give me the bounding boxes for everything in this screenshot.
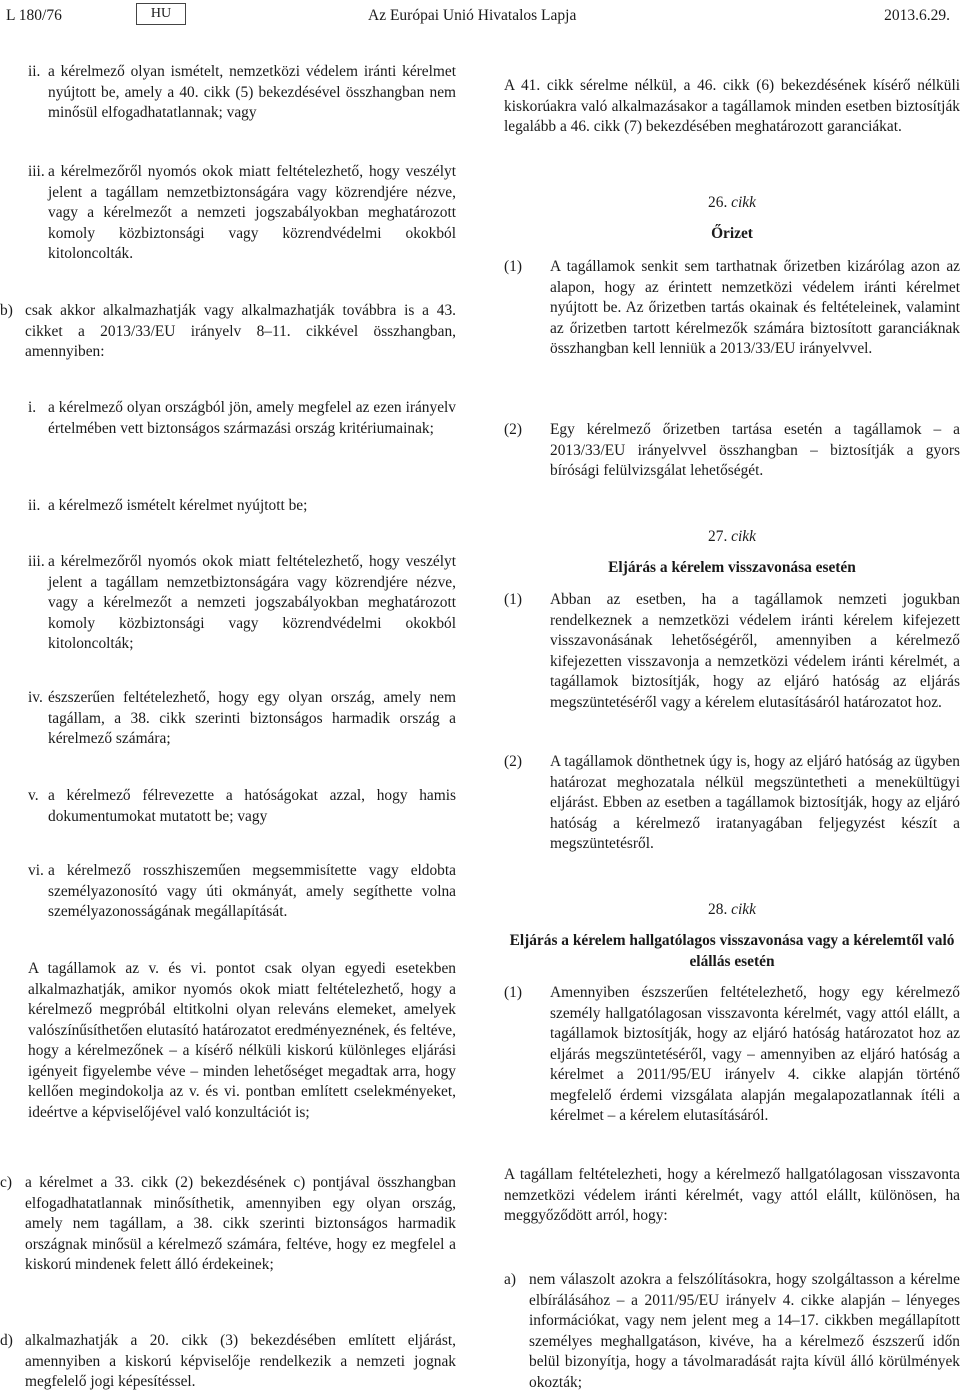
point-ii-a [28, 62, 456, 124]
point-text: a kérelmezőről nyomós okok miatt feltételezhető, hogy veszélyt jelent a tagállam nemzetbiztonságára vagy közrendjére nézve, vagy a kérelmezőt a nemzeti jogszabályokban meghatározott komoly közbiztonsági vagy közrendvédelmi okokból kitoloncolták; [48, 553, 456, 652]
page-reference: L 180/76 [6, 7, 62, 24]
point-text: a kérelmező félrevezette a hatóságokat azzal, hogy hamis dokumentumokat mutatott be; vagy [48, 787, 456, 825]
point-label: vi. [28, 862, 44, 879]
point-text: csak akkor alkalmazhatják vagy alkalmazhatják továbbra is a 43. cikket a 2013/33/EU irányelv 8–11. cikkével összhangban, amennyiben: [25, 302, 456, 360]
article-26-title: Őrizet [711, 225, 753, 242]
intro-paragraph: A 41. cikk sérelme nélkül, a 46. cikk (6) bekezdésének kísérő nélküli kiskorúakra való alkalmazásakor a tagállamok minden esetben biztosítják legalább a 46. cikk (7) bekezdésében meghatározott garanciákat. [504, 77, 960, 135]
point-text: a kérelmező olyan országból jön, amely megfelel az ezen irányelv értelmében vett biztonságos származási ország kritériumainak; [48, 399, 456, 437]
language-badge: HU [136, 3, 186, 25]
point-text: a kérelmezőről nyomós okok miatt feltételezhető, hogy veszélyt jelent a tagállam nemzetbiztonságára vagy közrendjére nézve, vagy a kérelmezőt a nemzeti jogszabályokban meghatározott komoly közbiztonsági vagy közrendvédelmi okokból kitoloncolták. [48, 163, 456, 262]
point-label: iii. [28, 553, 45, 570]
point-text: alkalmazhatják a 20. cikk (3) bekezdésében említett eljárást, amennyiben a kiskorú képviselője rendelkezik a nemzeti jognak megfelelő jogi képesítéssel. [25, 1332, 456, 1390]
paragraph-text: A tagállamok dönthetnek úgy is, hogy az eljáró hatóság az ügyben határozat meghozatala nélkül megszüntetheti a menekültügyi eljárást. Ebben az esetben a tagállamok biztosítják, hogy az eljáró hatóság a kérelmező iratanyagában feljegyzést készít a megszüntetésről. [550, 753, 960, 852]
point-label: i. [28, 399, 37, 416]
point-a [504, 1270, 960, 1393]
continuation-paragraph: A tagállamok az v. és vi. pontot csak olyan egyedi esetekben alkalmazhatják, amikor nyomós okok miatt feltételezhető, hogy a kérelmező megpróbál eltitkolni olyan releváns elemeket, amelyek valószínűsíthetően elutasító határozatot eredményeznének, és feltéve, hogy a kérelmezőnek – a kísérő nélküli kiskorú különleges eljárási igényeit figyelembe véve – minden lehetőséget megadtak arra, hogy kellően megindokolja az v. és vi. pontban említett cselekményeket, ideértve a képviselőjével való konzultációt is; [28, 960, 456, 1121]
art28-paragraph-1 [504, 983, 960, 1127]
art26-paragraph-2 [504, 420, 960, 482]
point-iii-b [28, 552, 456, 655]
point-iii-a [28, 162, 456, 265]
paragraph-text: Amennyiben észszerűen feltételezhető, hogy egy kérelmező személy hallgatólagosan visszavonta kérelmét, vagy attól elállt, a tagállamok biztosítják, hogy az eljáró hatóság határozatot hoz az eljárás megszüntetéséről, vagy – amennyiben az eljáró hatóság a kérelmet a 2011/95/EU irányelv 4. cikke alapján történő megfelelő érdemi vizsgálata alapján megalapozatlannak ítéli a kérelmet – a kérelem elutasításáról. [550, 984, 960, 1124]
point-label: d) [0, 1332, 13, 1349]
paragraph-text: Abban az esetben, ha a tagállamok nemzeti jogukban rendelkeznek a nemzetközi védelem iránti kérelem kifejezett visszavonásának lehetőségéről, amennyiben a kérelmező kifejezetten visszavonja a nemzetközi védelem iránti kérelmét, a tagállamok biztosítják, hogy az eljáró hatóság az eljárás megszüntetéséről vagy a kérelem elutasításáról határozatot hoz. [550, 591, 960, 711]
article-28-number: 28. cikk [708, 901, 756, 918]
point-label: ii. [28, 63, 41, 80]
point-b [0, 301, 456, 363]
article-28-title: Eljárás a kérelem hallgatólagos visszavonása vagy a kérelemtől való elállás esetén [509, 932, 955, 970]
point-text: a kérelmező olyan ismételt, nemzetközi védelem iránti kérelmet nyújtott be, amely a 40. cikk (5) bekezdésével összhangban nem minősül elfogadhatatlannak; vagy [48, 63, 456, 121]
point-vi [28, 861, 456, 923]
point-label: v. [28, 787, 39, 804]
paragraph-number: (2) [504, 421, 522, 438]
point-text: a kérelmet a 33. cikk (2) bekezdésének c) pontjával összhangban elfogadhatatlannak minősíthetik, amennyiben egy olyan ország, amely nem tagállam, a 38. cikk szerinti biztonságos harmadik országnak minősül a kérelmező számára, feltéve, hogy ez megfelel a kiskorú mindenek felett álló érdekeinek; [25, 1174, 456, 1273]
point-ii-b [28, 496, 456, 517]
point-label: b) [0, 302, 13, 319]
journal-title: Az Európai Unió Hivatalos Lapja [368, 7, 577, 24]
point-label: iv. [28, 689, 43, 706]
point-c [0, 1173, 456, 1276]
page-header [0, 3, 960, 27]
paragraph-number: (2) [504, 753, 522, 770]
paragraph-number: (1) [504, 258, 522, 275]
point-text: a kérelmező rosszhiszeműen megsemmisítette vagy eldobta személyazonosító vagy úti okmányát, amely segíthette volna személyazonosságának megállapítását. [48, 862, 456, 920]
art27-paragraph-2 [504, 752, 960, 855]
paragraph-number: (1) [504, 591, 522, 608]
point-iv [28, 688, 456, 750]
article-27-number: 27. cikk [708, 528, 756, 545]
paragraph-text: Egy kérelmező őrizetben tartása esetén a tagállamok – a 2013/33/EU irányelvvel összhangban – biztosítják a gyors bírósági felülvizsgálat lehetőségét. [550, 421, 960, 479]
point-d [0, 1331, 456, 1393]
point-text: a kérelmező ismételt kérelmet nyújtott be; [48, 497, 308, 514]
point-label: c) [0, 1174, 12, 1191]
point-label: a) [504, 1271, 516, 1288]
art27-paragraph-1 [504, 590, 960, 713]
point-i [28, 398, 456, 439]
publication-date: 2013.6.29. [884, 7, 950, 24]
point-label: iii. [28, 163, 45, 180]
article-27-title: Eljárás a kérelem visszavonása esetén [608, 559, 856, 576]
paragraph-text: A tagállamok senkit sem tarthatnak őrizetben kizárólag azon az alapon, hogy az érintett nemzetközi védelem iránti kérelmet nyújtott be. Az őrizetben tartás okainak és feltételeinek, valamint az őrizetben tartott kérelmezők számára biztosított garanciáknak összhangban kell lenniük a 2013/33/EU irányelvvel. [550, 258, 960, 357]
art28-paragraph-1-continuation: A tagállam feltételezheti, hogy a kérelmező hallgatólagosan visszavonta nemzetközi védelem iránti kérelmét, vagy attól elállt, különösen, ha meggyőződött arról, hogy: [504, 1166, 960, 1224]
point-text: nem válaszolt azokra a felszólításokra, hogy szolgáltasson a kérelme elbírálásához – a 2011/95/EU irányelv 4. cikke alapján – lényeges információkat, vagy nem jelent meg a 14–17. cikkben megállapított személyes meghallgatáson, kivéve, ha a kérelmező észszerű időn belül bizonyítja, hogy a távolmaradását rajta kívül álló körülmények okozták; [529, 1271, 960, 1391]
art26-paragraph-1 [504, 257, 960, 360]
point-text: észszerűen feltételezhető, hogy egy olyan ország, amely nem tagállam, a 38. cikk szerinti biztonságos harmadik ország a kérelmező számára; [48, 689, 456, 747]
paragraph-number: (1) [504, 984, 522, 1001]
article-26-number: 26. cikk [708, 194, 756, 211]
point-v [28, 786, 456, 827]
point-label: ii. [28, 497, 41, 514]
